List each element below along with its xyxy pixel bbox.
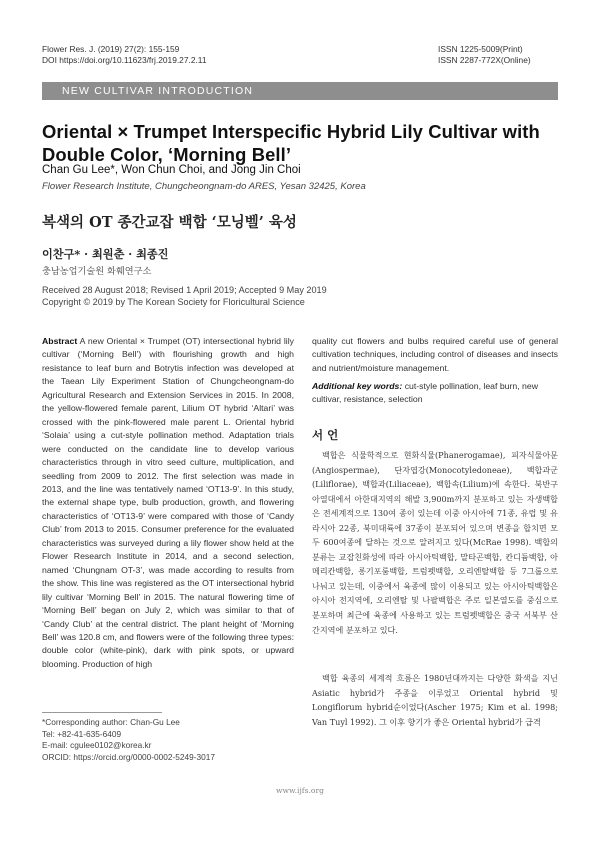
keywords-text: cut-style pollination, leaf burn, new cultivar, resistance, selection <box>312 381 538 405</box>
korean-affiliation: 충남농업기술원 화훼연구소 <box>42 266 152 277</box>
corresponding-author: *Corresponding author: Chan-Gu Lee <box>42 717 180 727</box>
author-orcid[interactable]: ORCID: https://orcid.org/0000-0002-5249-3017 <box>42 752 215 763</box>
abstract-continued: quality cut flowers and bulbs required careful use of general cultivation techniques, including control of diseases and insects and nutrient/moisture management. <box>312 336 558 373</box>
intro-paragraph-2: 백합 육종의 세계적 흐름은 1980년대까지는 다양한 화색을 지닌 Asiatic hybrid가 주종을 이루었고 Oriental hybrid 및 Longiflorum hybrid순이었다(Ascher 1975; Kim et al. 1998; Van Tuyl 1992). 그 이후 향기가 좋은 Oriental hybrid가 급격 <box>312 673 558 727</box>
section-heading-introduction: 서 언 <box>312 428 339 442</box>
submission-history: Received 28 August 2018; Revised 1 April 2019; Accepted 9 May 2019 <box>42 285 327 295</box>
issn-online: ISSN 2287-772X(Online) <box>438 55 531 65</box>
keywords-label: Additional key words: <box>312 381 403 391</box>
article-type-banner <box>42 82 558 100</box>
issn-print: ISSN 1225-5009(Print) <box>438 44 523 54</box>
journal-header-right <box>438 44 558 66</box>
author-tel: Tel: +82-41-635-6409 <box>42 728 122 739</box>
footnote-divider <box>42 712 162 713</box>
keywords-block <box>312 380 558 407</box>
doi-link[interactable]: DOI https://doi.org/10.11623/frj.2019.27.2.11 <box>42 55 207 65</box>
paper-title: Oriental × Trumpet Interspecific Hybrid Lily Cultivar with Double Color, ‘Morning Bell’ <box>42 121 540 165</box>
journal-header-left <box>42 44 207 66</box>
intro-paragraph-1: 백합은 식물학적으로 현화식물(Phanerogamae), 피자식물아문(Angiospermae), 단자엽강(Monocotyledoneae), 백합과군(Liliflorae), 백합과(Liliaceae), 백합속(Lilium)에 속한다. 북반구 아열대에서 아한대지역의 해발 3,900m까지 분포하고 있는 자생백합은 전세계적으로 130여 종이 있는데 이중 아시아에 71종, 유럽 및 유라시아 22종, 북미대륙에 37종이 분포되어 있으며 변종을 합치면 모두 600여종에 달하는 것으로 알려지고 있다(McRae 1998). 백합의 분류는 교잡친화성에 따라 아시아틱백합, 말타곤백합, 칸디듐백합, 아메리칸백합, 롱기포룸백합, 트럼펫백합, 오리엔탈백합 등 7그룹으로 나눠고 있는데, 이중에서 육종에 많이 이용되고 있는 아시아틱백합은 아시아 전지역에, 오리엔탈 및 나팔백합은 주로 일본열도를 중심으로 분포하며 최근에 육종에 사용하고 있는 트럼펫백합은 중국 서북부 산간지역에 분포하고 있다. <box>312 450 558 635</box>
abstract-label: Abstract <box>42 336 78 346</box>
korean-title: 복색의 OT 종간교잡 백합 ‘모닝벨’ 육성 <box>42 214 297 231</box>
journal-citation: Flower Res. J. (2019) 27(2): 155-159 <box>42 44 180 54</box>
author-affiliation: Flower Research Institute, Chungcheongnam-do ARES, Yesan 32425, Korea <box>42 181 366 192</box>
correspondence-block <box>42 717 215 764</box>
abstract-text: A new Oriental × Trumpet (OT) intersectional hybrid lily cultivar (‘Morning Bell’) with flourishing growth and high resistance to leaf burn and Botrytis infection was developed at the Taean Lily Experiment Station of Chungcheongnam-do Agricultural Research and Extension Services in 2015. In 2008, the yellow-flowered female parent, Lilium OT hybrid ‘Altari’ was crossed with the pink-flowered male parent L. Oriental hybrid ‘Solaia’ using a cut-style pollination method. Adaptation trials were conducted on the candidate line to develop various characteristics through in vitro seed culture, multiplication, and seedling from 2009 to 2012. The first selection was made in 2013, and the line was tentatively named ‘OT13-9’. In this study, the external shape type, bulb production, growth, and flowering characteristics of ‘OT13-9’ were compared with those of ‘Candy Club’ from 2013 to 2015. Consumer preference for the evaluated characteristics was surveyed during a lily flower show held at the Flower Research Institute in 2014, and a second selection, named ‘Chungnam OT-3’, was made according to results from the show. This line was registered as the OT intersectional hybrid lily cultivar ‘Morning Bell’ in 2015. The natural flowering time of ‘Morning Bell’ began on July 2, which was similar to that of ‘Candy Club’ at the central district. The plant height of ‘Morning Bell’ was 120.8 cm, and flowers were of the following three types: double color (white-pink), dark with pink spots, or upward blooming. Production of high <box>42 336 294 669</box>
abstract-block <box>42 335 294 671</box>
copyright-notice: Copyright © 2019 by The Korean Society for Floricultural Science <box>42 297 305 308</box>
journal-website[interactable]: www.ijfs.org <box>276 786 324 795</box>
article-dates <box>42 284 327 309</box>
author-email[interactable]: E-mail: cgulee0102@korea.kr <box>42 740 152 751</box>
korean-author-list: 이찬구* · 최원춘 · 최종진 <box>42 247 169 261</box>
author-list: Chan Gu Lee*, Won Chun Choi, and Jong Jin Choi <box>42 164 301 176</box>
article-type-label: NEW CULTIVAR INTRODUCTION <box>62 85 254 97</box>
